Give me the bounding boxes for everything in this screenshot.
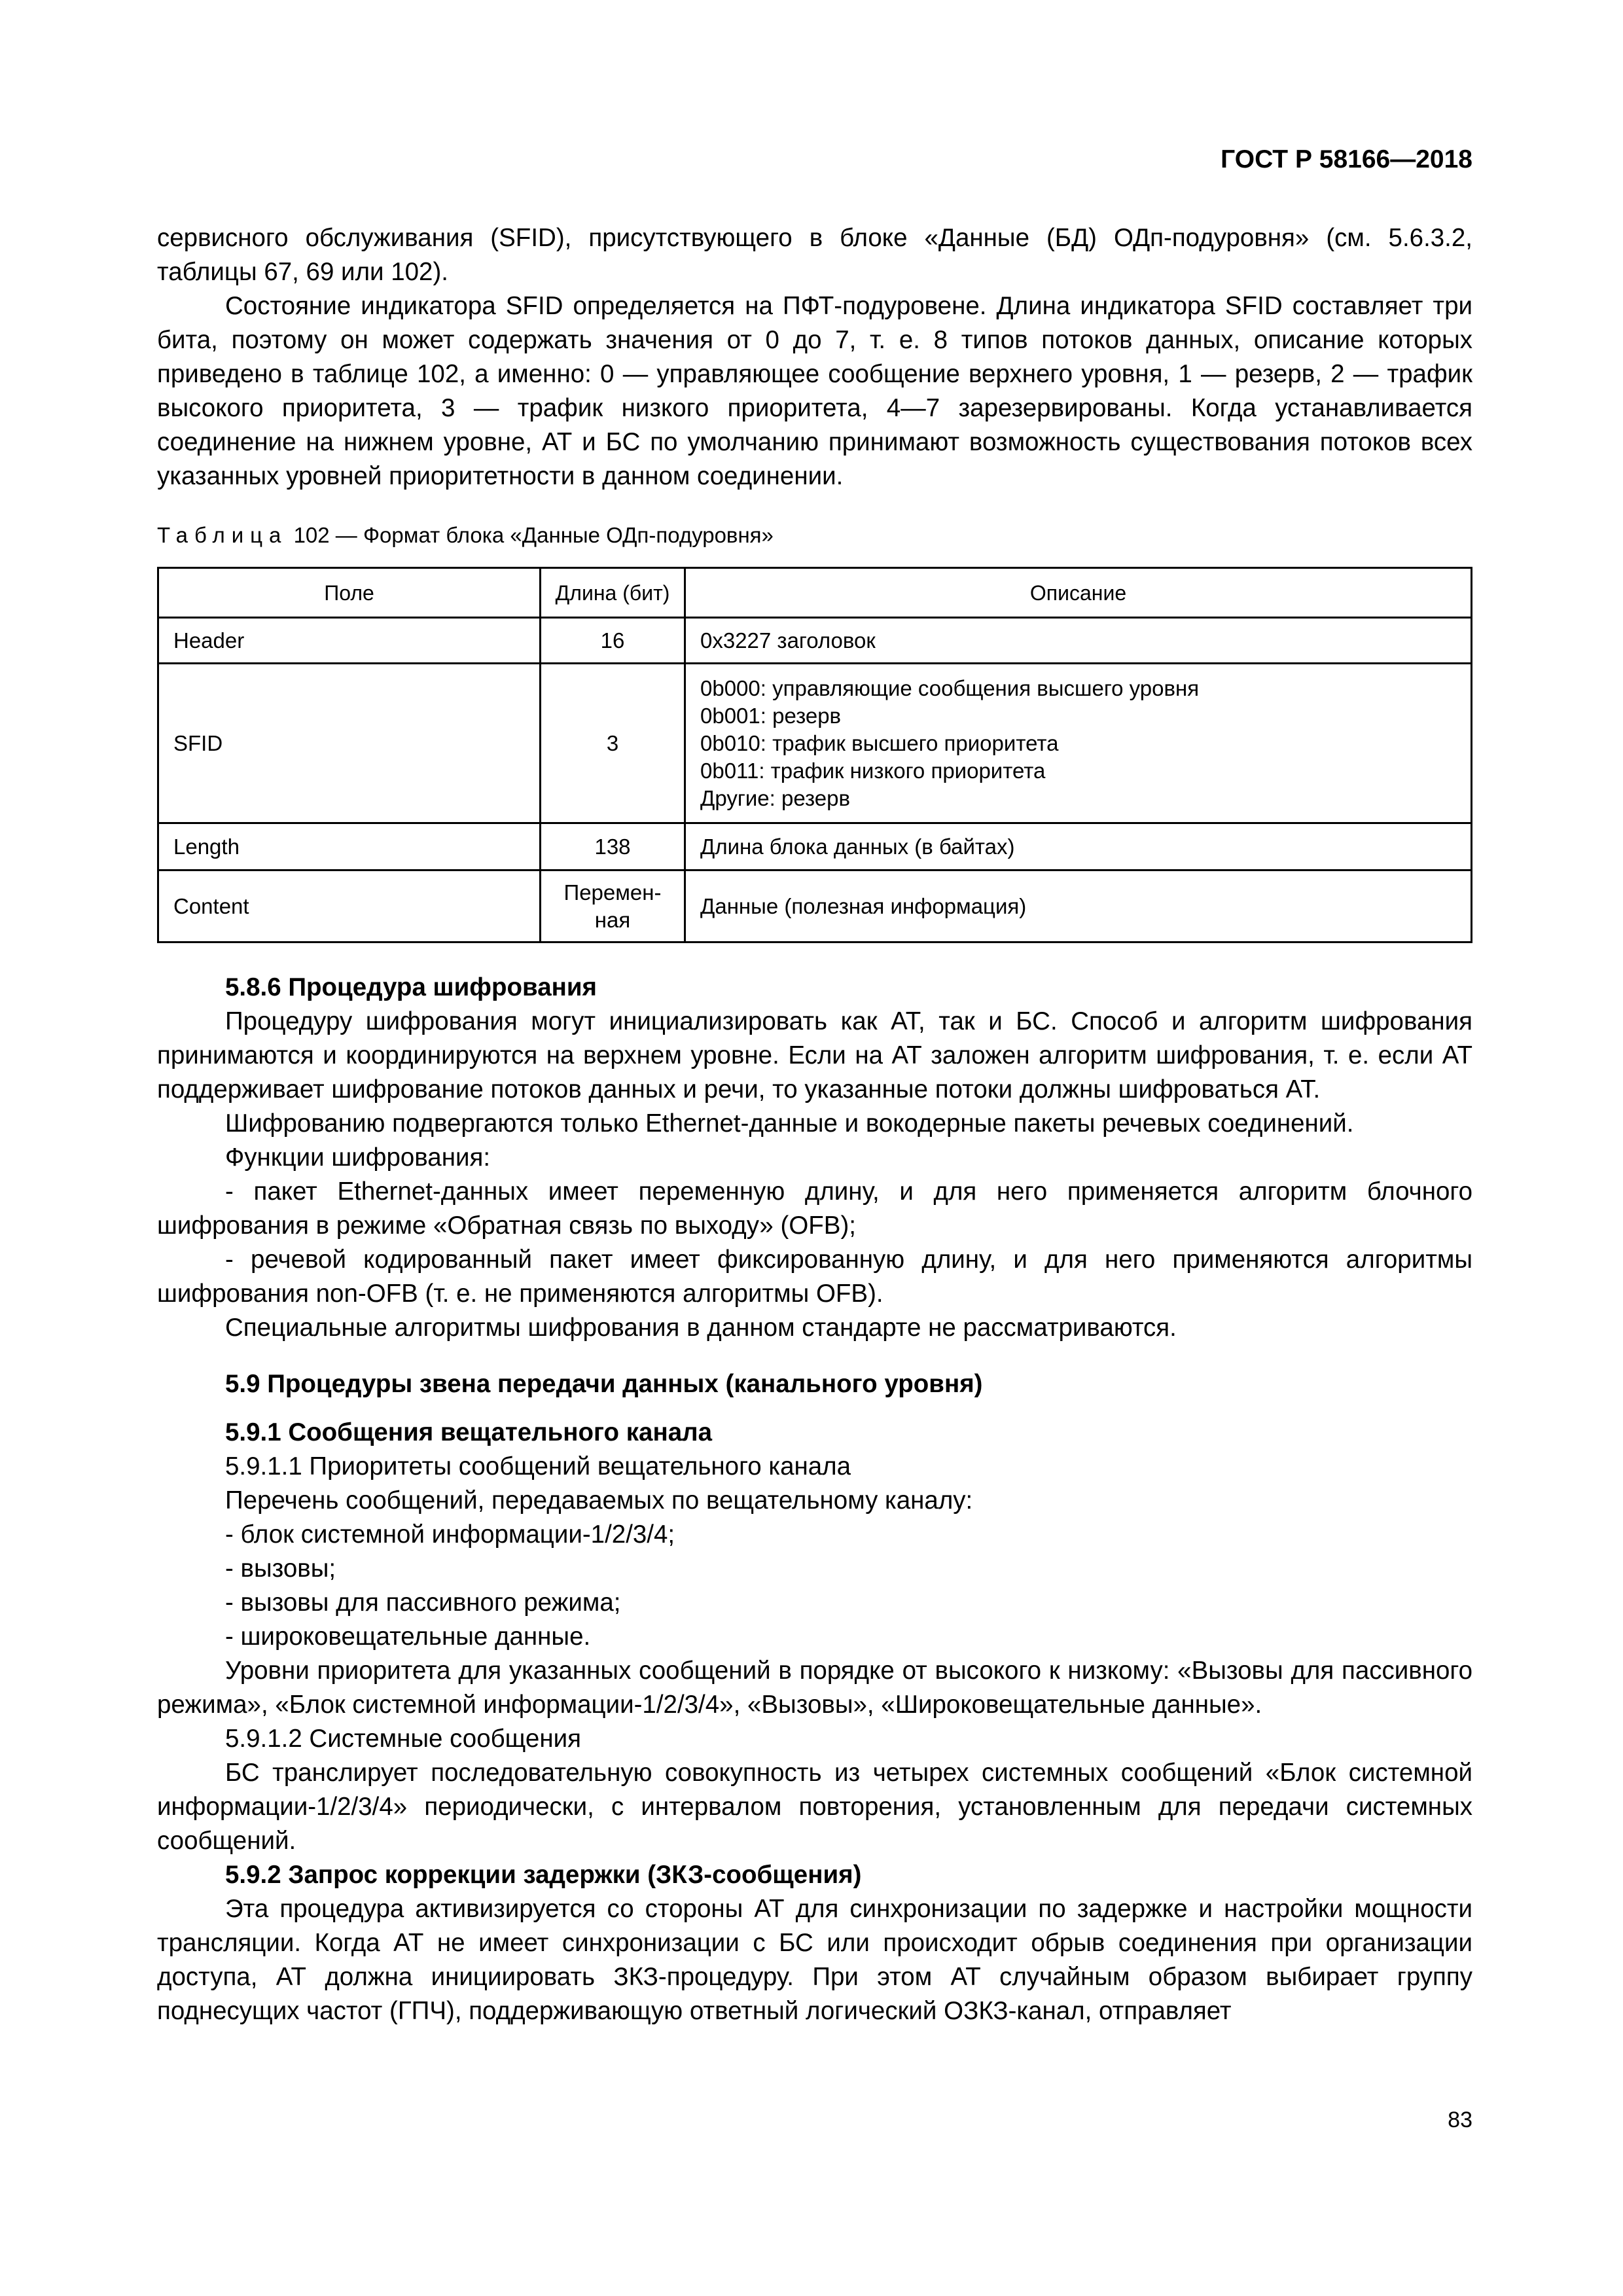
table-row (158, 664, 1472, 823)
description-line: 0b000: управляющие сообщения высшего уровня (700, 675, 1200, 700)
paragraph: Уровни приоритета для указанных сообщений в порядке от высокого к низкому: «Вызовы для пассивного режима», «Блок системной информации-1/2/3/4», «Вызовы», «Широковещательные данные». (157, 1657, 1472, 1719)
body-text (157, 221, 1472, 2028)
table-caption (157, 522, 1472, 548)
section-heading: 5.9 Процедуры звена передачи данных (канального уровня) (225, 1370, 983, 1398)
length-cell: 3 (541, 664, 685, 823)
paragraph: Перечень сообщений, передаваемых по вещательному каналу: (225, 1486, 973, 1515)
paragraph: Процедуру шифрования могут инициализировать как АТ, так и БС. Способ и алгоритм шифрования принимаются и координируются на верхнем уровне. Если на АТ заложен алгоритм шифрования, т. е. если АТ поддерживает шифрование потоков данных и речи, то указанные потоки должны шифроваться АТ. (157, 1007, 1472, 1103)
list-item: - речевой кодированный пакет имеет фиксированную длину, и для него применяются алгоритмы шифрования non-OFB (т. е. не применяются алгоритмы OFB). (157, 1246, 1472, 1308)
standard-header: ГОСТ Р 58166—2018 (1221, 145, 1472, 173)
field-cell: SFID (158, 664, 541, 823)
table-row (158, 823, 1472, 870)
length-cell: 16 (541, 618, 685, 664)
description-cell (685, 618, 1472, 664)
subsubsection-heading: 5.9.1.2 Системные сообщения (225, 1725, 581, 1753)
list-item: - пакет Ethernet-данных имеет переменную длину, и для него применяется алгоритм блочного шифрования в режиме «Обратная связь по выходу» (OFB); (157, 1177, 1472, 1240)
length-cell: 138 (541, 823, 685, 870)
paragraph: Шифрованию подвергаются только Ethernet-данные и вокодерные пакеты речевых соединений. (225, 1109, 1354, 1138)
subsection-heading: 5.9.2 Запрос коррекции задержки (ЗКЗ-сообщения) (225, 1861, 862, 1889)
table-caption-title: 102 — Формат блока «Данные ОДп-подуровня» (293, 523, 774, 547)
description-cell (685, 870, 1472, 942)
table-row (158, 618, 1472, 664)
format-table (157, 567, 1472, 943)
description-cell (685, 664, 1472, 823)
document-page (157, 0, 1472, 2296)
description-line: Другие: резерв (700, 785, 850, 810)
field-cell: Content (158, 870, 541, 942)
column-header: Длина (бит) (541, 568, 685, 618)
column-header: Описание (685, 568, 1472, 618)
description-line: 0x3227 заголовок (700, 628, 876, 653)
field-cell: Header (158, 618, 541, 664)
list-item: - блок системной информации-1/2/3/4; (225, 1520, 675, 1549)
subsection-heading: 5.9.1 Сообщения вещательного канала (225, 1418, 712, 1446)
paragraph: сервисного обслуживания (SFID), присутствующего в блоке «Данные (БД) ОДп-подуровня» (см. 5.6.3.2, таблицы 67, 69 или 102). (157, 224, 1472, 286)
description-line: Длина блока данных (в байтах) (700, 834, 1015, 859)
subsubsection-heading: 5.9.1.1 Приоритеты сообщений вещательного канала (225, 1452, 851, 1480)
section-heading: 5.8.6 Процедура шифрования (225, 973, 597, 1001)
description-line: 0b011: трафик низкого приоритета (700, 758, 1046, 783)
paragraph: Эта процедура активизируется со стороны АТ для синхронизации по задержке и настройки мощности трансляции. Когда АТ не имеет синхронизации с БС или происходит обрыв соединения при организации доступа, АТ должна инициировать ЗКЗ-процедуру. При этом АТ случайным образом выбирает группу поднесущих частот (ГПЧ), поддерживающую ответный логический ОЗКЗ-канал, отправляет (157, 1895, 1472, 2025)
table-caption-prefix: Таблица (157, 523, 288, 547)
list-item: - вызовы; (225, 1554, 336, 1583)
table-row (158, 870, 1472, 942)
paragraph: Функции шифрования: (225, 1143, 491, 1172)
description-cell (685, 823, 1472, 870)
field-cell: Length (158, 823, 541, 870)
table-header-row (158, 568, 1472, 618)
length-cell: Перемен- ная (541, 870, 685, 942)
description-line: 0b010: трафик высшего приоритета (700, 730, 1059, 755)
description-line: 0b001: резерв (700, 703, 842, 728)
paragraph: Специальные алгоритмы шифрования в данном стандарте не рассматриваются. (225, 1314, 1177, 1342)
column-header: Поле (158, 568, 541, 618)
description-line: Данные (полезная информация) (700, 893, 1027, 918)
list-item: - широковещательные данные. (225, 1623, 591, 1651)
paragraph: БС транслирует последовательную совокупность из четырех системных сообщений «Блок системной информации-1/2/3/4» периодически, с интервалом повторения, установленным для передачи системных сообщений. (157, 1759, 1472, 1855)
list-item: - вызовы для пассивного режима; (225, 1588, 621, 1617)
page-number: 83 (1448, 2108, 1472, 2132)
paragraph: Состояние индикатора SFID определяется на ПФТ-подуровене. Длина индикатора SFID составляет три бита, поэтому он может содержать значения от 0 до 7, т. е. 8 типов потоков данных, описание которых приведено в таблице 102, а именно: 0 — управляющее сообщение верхнего уровня, 1 — резерв, 2 — трафик высокого приоритета, 3 — трафик низкого приоритета, 4—7 зарезервированы. Когда устанавливается соединение на нижнем уровне, АТ и БС по умолчанию принимают возможность существования потоков всех указанных уровней приоритетности в данном соединении. (157, 292, 1472, 490)
